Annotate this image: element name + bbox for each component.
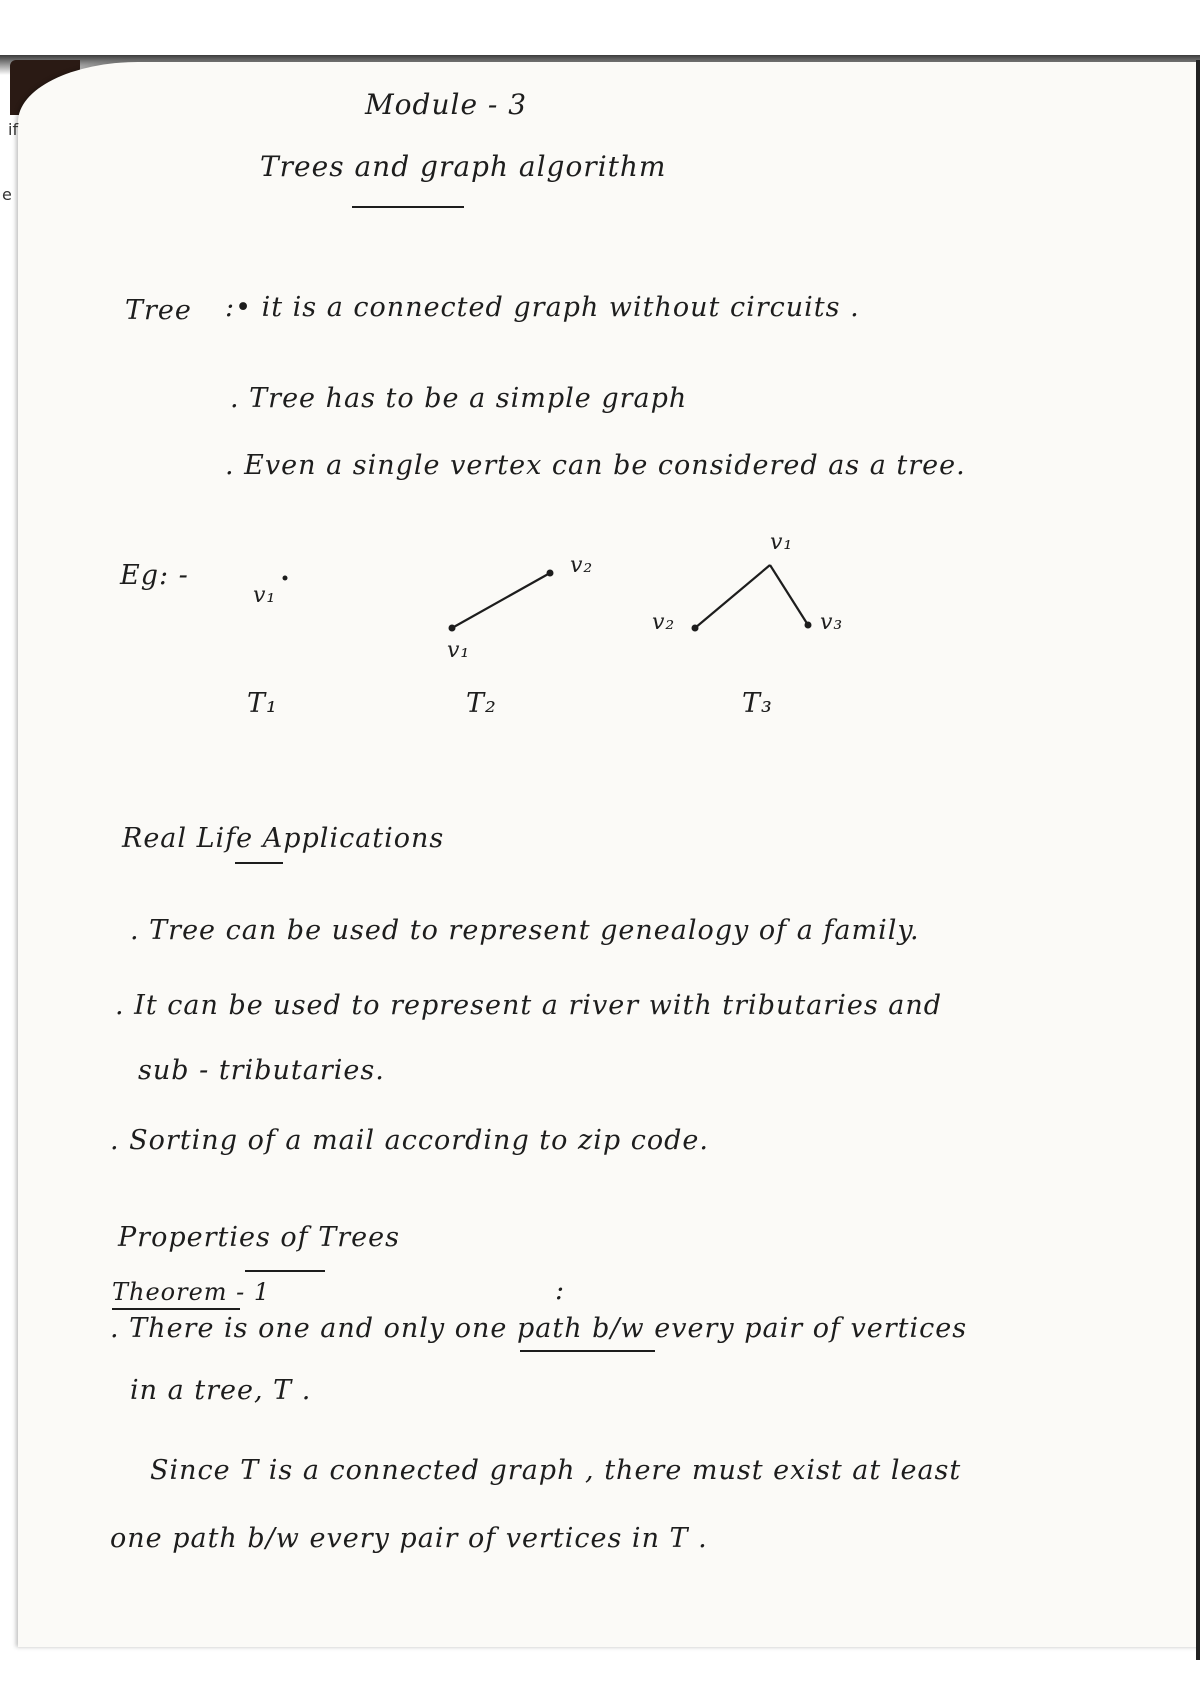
t1-vertex-label: v₁ bbox=[253, 583, 277, 608]
theorem-colon: : bbox=[555, 1275, 566, 1306]
t3-v2-label: v₂ bbox=[652, 610, 676, 635]
example-label: Eg: - bbox=[120, 560, 189, 591]
t3-v1-label: v₁ bbox=[770, 530, 794, 555]
theorem-label: Theorem - 1 bbox=[112, 1278, 271, 1306]
module-heading: Module - 3 bbox=[365, 88, 528, 121]
application-river-cont: sub - tributaries. bbox=[138, 1055, 385, 1086]
properties-underline bbox=[245, 1270, 325, 1272]
applications-underline bbox=[235, 862, 283, 864]
theorem-underline bbox=[112, 1308, 240, 1310]
t3-name: T₃ bbox=[742, 688, 773, 719]
page-right-edge bbox=[1196, 60, 1200, 1660]
application-mail: . Sorting of a mail according to zip code. bbox=[110, 1125, 709, 1156]
page-title: Trees and graph algorithm bbox=[260, 150, 667, 183]
proof-line1: Since T is a connected graph , there must exist at least bbox=[150, 1455, 962, 1486]
applications-heading: Real Life Applications bbox=[122, 823, 445, 854]
title-underline bbox=[352, 206, 464, 208]
definition-term: Tree bbox=[125, 295, 192, 326]
definition-text: :• it is a connected graph without circuits . bbox=[225, 292, 860, 323]
theorem-statement-line2: in a tree, T . bbox=[130, 1375, 312, 1406]
bullet-single-vertex: . Even a single vertex can be considered as a tree. bbox=[225, 450, 966, 481]
application-genealogy: . Tree can be used to represent genealogy of a family. bbox=[130, 915, 920, 946]
t1-name: T₁ bbox=[247, 688, 278, 719]
properties-heading: Properties of Trees bbox=[118, 1222, 400, 1253]
application-river: . It can be used to represent a river with tributaries and bbox=[115, 990, 943, 1021]
one-path-underline bbox=[520, 1350, 655, 1352]
theorem-statement-line1: . There is one and only one path b/w every pair of vertices bbox=[110, 1313, 968, 1344]
t2-name: T₂ bbox=[466, 688, 497, 719]
t2-v2-label: v₂ bbox=[570, 553, 594, 578]
margin-mark-2: e bbox=[2, 185, 12, 204]
t2-v1-label: v₁ bbox=[447, 638, 471, 663]
proof-line2: one path b/w every pair of vertices in T . bbox=[110, 1523, 708, 1554]
t3-v3-label: v₃ bbox=[820, 610, 844, 635]
margin-mark-1: if bbox=[8, 120, 19, 139]
bullet-simple-graph: . Tree has to be a simple graph bbox=[230, 383, 688, 414]
